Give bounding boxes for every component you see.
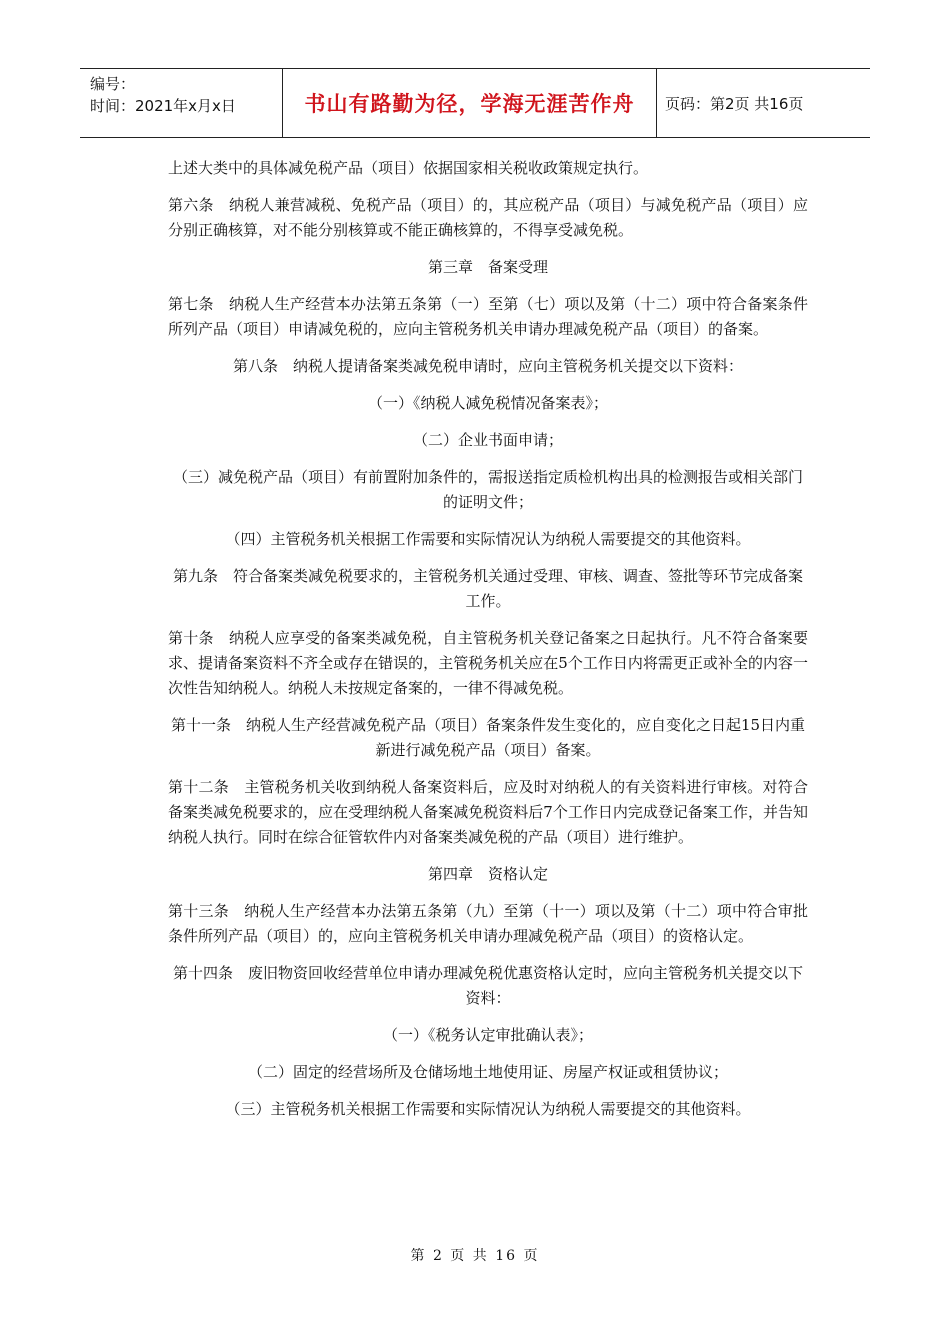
list-item: （一）《税务认定审批确认表》； <box>382 1026 593 1044</box>
paragraph: 第八条 纳税人提请备案类减免税申请时，应向主管税务机关提交以下资料： <box>232 357 743 375</box>
page-info: 页码：第2页 共16页 <box>665 94 804 113</box>
document-number: 编号： <box>90 75 136 93</box>
paragraph: 第十条 纳税人应享受的备案类减免税，自主管税务机关登记备案之日起执行。凡不符合备案要求、提请备案资料不齐全或存在错误的，主管税务机关应在5个工作日内将需更正或补全的内容一次性告知纳税人。纳税人未按规定备案的，一律不得减免税。 <box>168 629 808 697</box>
chapter-heading: 第四章 资格认定 <box>427 865 548 883</box>
list-item: （二）企业书面申请； <box>412 431 563 449</box>
list-item: （三）减免税产品（项目）有前置附加条件的，需报送指定质检机构出具的检测报告或相关部门的证明文件； <box>172 468 803 511</box>
paragraph: 第六条 纳税人兼营减税、免税产品（项目）的，其应税产品（项目）与减免税产品（项目）应分别正确核算，对不能分别核算或不能正确核算的，不得享受减免税。 <box>168 196 808 239</box>
page-header <box>80 68 870 138</box>
document-body <box>168 156 808 1134</box>
list-item: （二）固定的经营场所及仓储场地土地使用证、房屋产权证或租赁协议； <box>247 1063 728 1081</box>
list-item: （四）主管税务机关根据工作需要和实际情况认为纳税人需要提交的其他资料。 <box>225 530 751 548</box>
header-meta <box>80 69 282 137</box>
paragraph: 上述大类中的具体减免税产品（项目）依据国家相关税收政策规定执行。 <box>168 159 649 177</box>
chapter-heading: 第三章 备案受理 <box>427 258 548 276</box>
paragraph: 第九条 符合备案类减免税要求的，主管税务机关通过受理、审核、调查、签批等环节完成备案工作。 <box>172 567 803 610</box>
paragraph: 第十一条 纳税人生产经营减免税产品（项目）备案条件发生变化的，应自变化之日起15日内重新进行减免税产品（项目）备案。 <box>170 716 806 759</box>
paragraph: 第七条 纳税人生产经营本办法第五条第（一）至第（七）项以及第（十二）项中符合备案条件所列产品（项目）申请减免税的，应向主管税务机关申请办理减免税产品（项目）的备案。 <box>168 295 808 338</box>
document-date: 时间：2021年x月x日 <box>90 97 236 115</box>
motto: 书山有路勤为径，学海无涯苦作舟 <box>304 92 635 116</box>
page-footer: 第 2 页 共 16 页 <box>410 1248 540 1264</box>
header-motto-cell <box>282 69 657 137</box>
list-item: （三）主管税务机关根据工作需要和实际情况认为纳税人需要提交的其他资料。 <box>225 1100 751 1118</box>
header-page-cell <box>657 69 870 137</box>
paragraph: 第十二条 主管税务机关收到纳税人备案资料后，应及时对纳税人的有关资料进行审核。对符合备案类减免税要求的，应在受理纳税人备案减免税资料后7个工作日内完成登记备案工作，并告知纳税人执行。同时在综合征管软件内对备案类减免税的产品（项目）进行维护。 <box>168 778 808 846</box>
paragraph: 第十三条 纳税人生产经营本办法第五条第（九）至第（十一）项以及第（十二）项中符合审批条件所列产品（项目）的，应向主管税务机关申请办理减免税产品（项目）的资格认定。 <box>168 902 808 945</box>
paragraph: 第十四条 废旧物资回收经营单位申请办理减免税优惠资格认定时，应向主管税务机关提交以下资料： <box>172 964 803 1007</box>
list-item: （一）《纳税人减免税情况备案表》； <box>367 394 608 412</box>
